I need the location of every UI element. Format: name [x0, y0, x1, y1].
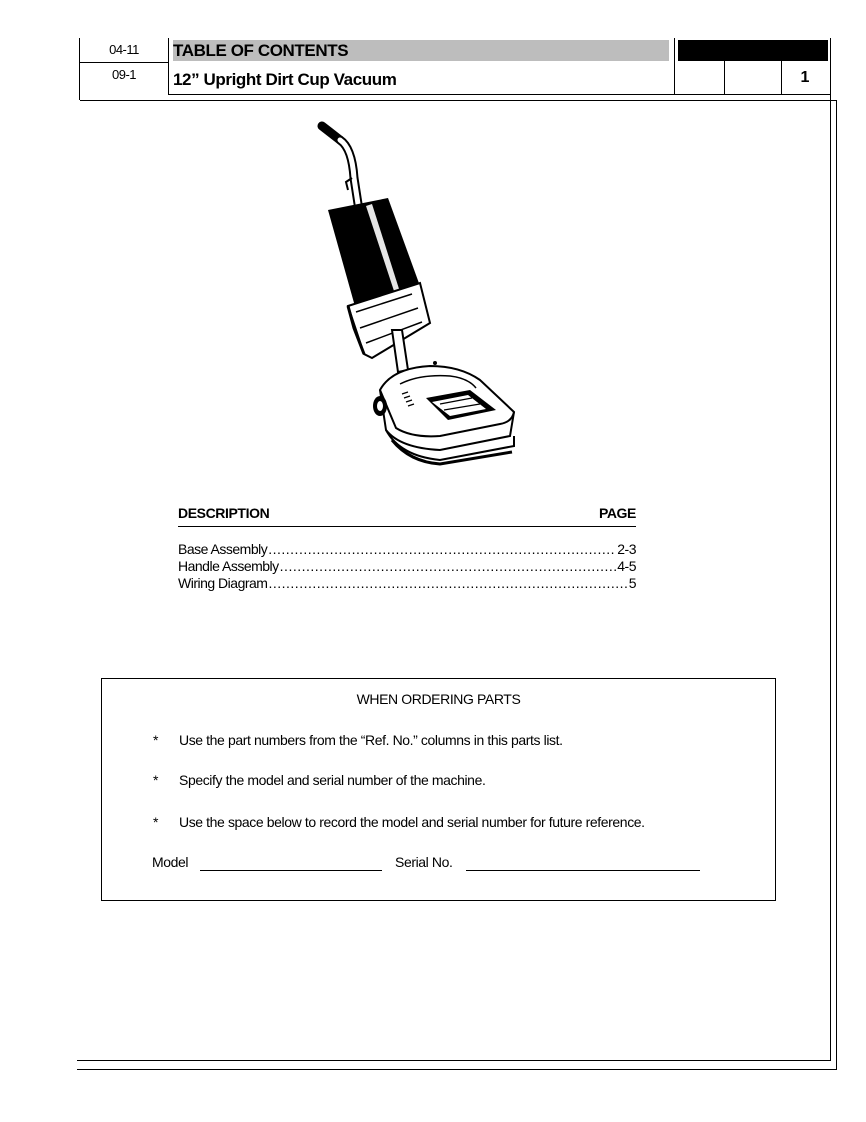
toc-item-page: 4-5 [617, 558, 636, 574]
vacuum-illustration [300, 118, 540, 468]
ordering-bullet-text: Use the part numbers from the “Ref. No.” columns in this parts list. [179, 732, 563, 748]
upright-vacuum-icon [300, 118, 540, 468]
toc-item-page: 2-3 [617, 541, 636, 557]
header-rule [781, 61, 782, 95]
ordering-parts-box [101, 678, 776, 901]
page-frame-bottom [77, 1060, 831, 1061]
table-of-contents [178, 505, 636, 592]
toc-item-base-assembly[interactable] [178, 541, 636, 558]
toc-leader-dots [268, 541, 616, 557]
header-rule [80, 62, 168, 63]
page-frame-right [830, 38, 831, 1060]
ordering-bullet [153, 814, 645, 830]
model-label: Model [152, 854, 189, 870]
bullet-star: * [153, 772, 159, 788]
bullet-star: * [153, 814, 159, 830]
toc-item-wiring-diagram[interactable] [178, 575, 636, 592]
bullet-star: * [153, 732, 159, 748]
ordering-title: WHEN ORDERING PARTS [356, 691, 521, 707]
ordering-bullet [153, 772, 486, 788]
toc-leader-dots [280, 558, 617, 574]
header-rule [169, 94, 831, 95]
toc-leader-dots [268, 575, 627, 591]
model-field[interactable] [200, 870, 382, 871]
toc-col-description: DESCRIPTION [178, 505, 270, 521]
toc-item-page: 5 [628, 575, 636, 591]
serial-field[interactable] [466, 870, 700, 871]
toc-item-handle-assembly[interactable] [178, 558, 636, 575]
toc-item-label: Handle Assembly [178, 558, 279, 574]
header-rule [168, 38, 169, 95]
section-black-bar [678, 40, 828, 61]
revision-date-top: 04-11 [109, 42, 139, 57]
toc-list [178, 541, 636, 592]
section-title: TABLE OF CONTENTS [173, 41, 349, 60]
header-rule [80, 100, 837, 101]
ordering-bullet-text: Specify the model and serial number of the machine. [179, 772, 486, 788]
toc-item-label: Wiring Diagram [178, 575, 268, 591]
ordering-bullet-text: Use the space below to record the model and serial number for future reference. [179, 814, 645, 830]
page-frame-shadow [836, 100, 837, 1070]
ordering-bullet [153, 732, 563, 748]
toc-item-label: Base Assembly [178, 541, 268, 557]
record-fields [152, 854, 752, 874]
header-rule [724, 61, 725, 95]
page-frame-bottom-shadow [77, 1069, 837, 1070]
toc-header [178, 505, 636, 527]
document-title: 12” Upright Dirt Cup Vacuum [173, 70, 397, 89]
serial-label: Serial No. [395, 854, 453, 870]
revision-date-bottom: 09-1 [111, 67, 137, 82]
page-number: 1 [800, 69, 810, 86]
header-rule [674, 38, 675, 95]
toc-col-page: PAGE [598, 505, 636, 521]
